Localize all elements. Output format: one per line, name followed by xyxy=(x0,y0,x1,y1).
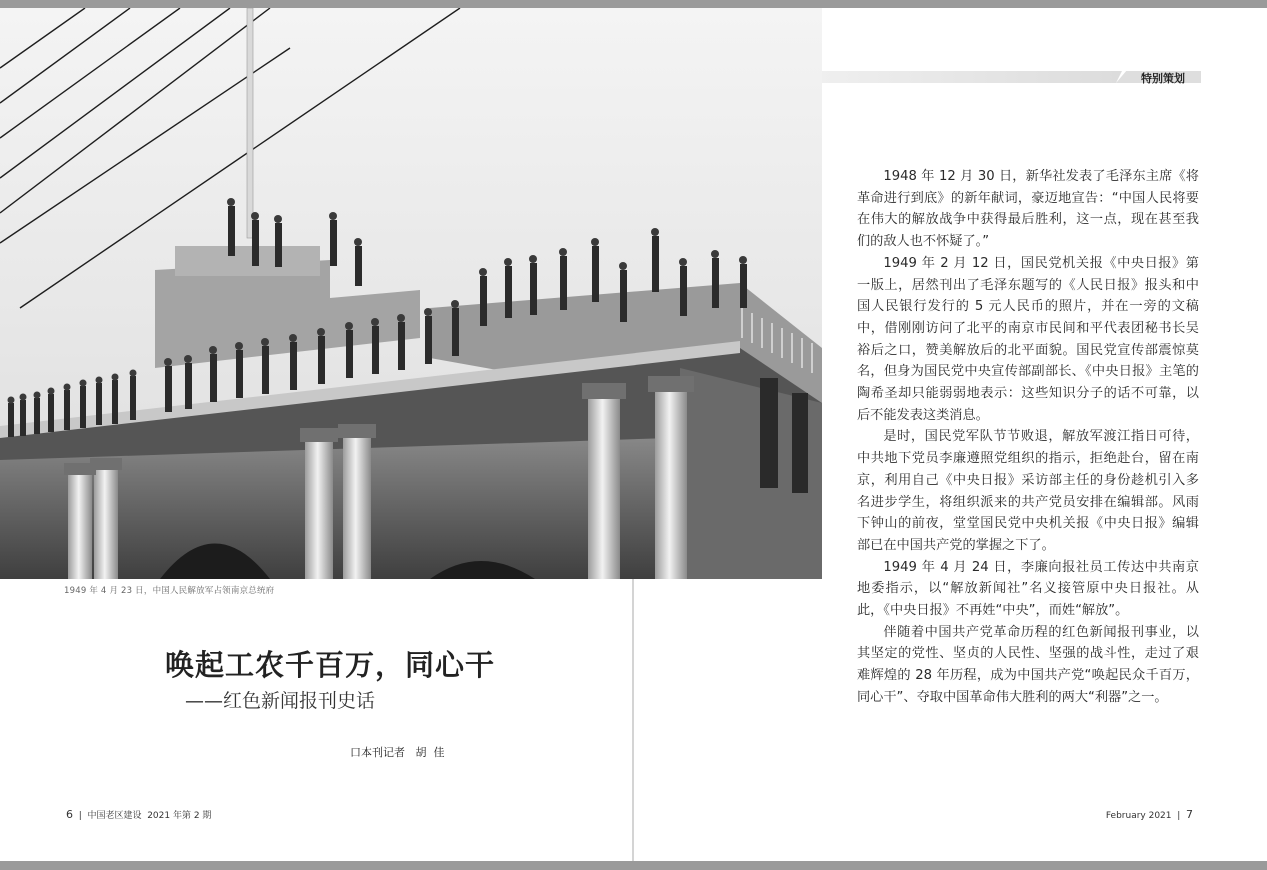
section-label: 特别策划 xyxy=(1141,72,1185,85)
paragraph: 伴随着中国共产党革命历程的红色新闻报刊事业，以其坚定的党性、坚贞的人民性、坚强的战斗性，走过了艰难辉煌的 28 年历程，成为中国共产党“唤起民众千百万，同心干”、夺取中国革命伟大胜利的两大“利器”之一。 xyxy=(857,624,1199,705)
article-body xyxy=(857,166,1199,709)
article-byline: 口本刊记者 胡 佳 xyxy=(350,746,445,759)
footer-right: February 2021 | 7 xyxy=(1105,808,1193,821)
photo-illustration xyxy=(0,8,822,579)
footer-publication: 中国老区建设 2021 年第 2 期 xyxy=(87,811,212,821)
paragraph: 1948 年 12 月 30 日，新华社发表了毛泽东主席《将革命进行到底》的新年献词，豪迈地宣告：“中国人民将要在伟大的解放战争中获得最后胜利，这一点，现在甚至我们的敌人也不怀疑了。” xyxy=(857,169,1199,250)
top-border xyxy=(0,0,1267,8)
article-title: 唤起工农千百万，同心干 xyxy=(164,648,495,682)
photo-caption: 1949 年 4 月 23 日，中国人民解放军占领南京总统府 xyxy=(64,586,275,596)
bottom-border xyxy=(0,861,1267,870)
page-number-right: 7 xyxy=(1186,808,1193,821)
article-subtitle: ——红色新闻报刊史话 xyxy=(185,690,376,712)
footer-left: 6 | 中国老区建设 2021 年第 2 期 xyxy=(66,808,212,821)
page-number-left: 6 xyxy=(66,808,73,821)
historical-photo xyxy=(0,8,822,579)
footer-date: February 2021 xyxy=(1105,811,1172,821)
section-header-bar xyxy=(822,71,1122,83)
paragraph: 1949 年 4 月 24 日，李廉向报社员工传达中共南京地委指示，以“解放新闻社”名义接管原中央日报社。从此，《中央日报》不再姓“中央”，而姓“解放”。 xyxy=(857,559,1199,619)
paragraph: 是时，国民党军队节节败退，解放军渡江指日可待，中共地下党员李廉遵照党组织的指示，拒绝赴台，留在南京，利用自己《中央日报》采访部主任的身份趁机引入多名进步学生，将组织派来的共产党员安排在编辑部。风雨下钟山的前夜，堂堂国民党中央机关报《中央日报》编辑部已在中国共产党的掌握之下了。 xyxy=(857,429,1199,553)
paragraph: 1949 年 2 月 12 日，国民党机关报《中央日报》第一版上，居然刊出了毛泽东题写的《人民日报》报头和中国人民银行发行的 5 元人民币的照片，并在一旁的文稿中，借刚刚访问了北平的南京市民间和平代表团秘书长吴裕后之口，赞美解放后的北平面貌。国民党宣传部震惊莫名，但身为国民党中央宣传部副部长、《中央日报》主笔的陶希圣却只能弱弱地表示：这些知识分子的话不可靠，以后不能发表这类消息。 xyxy=(857,255,1199,423)
